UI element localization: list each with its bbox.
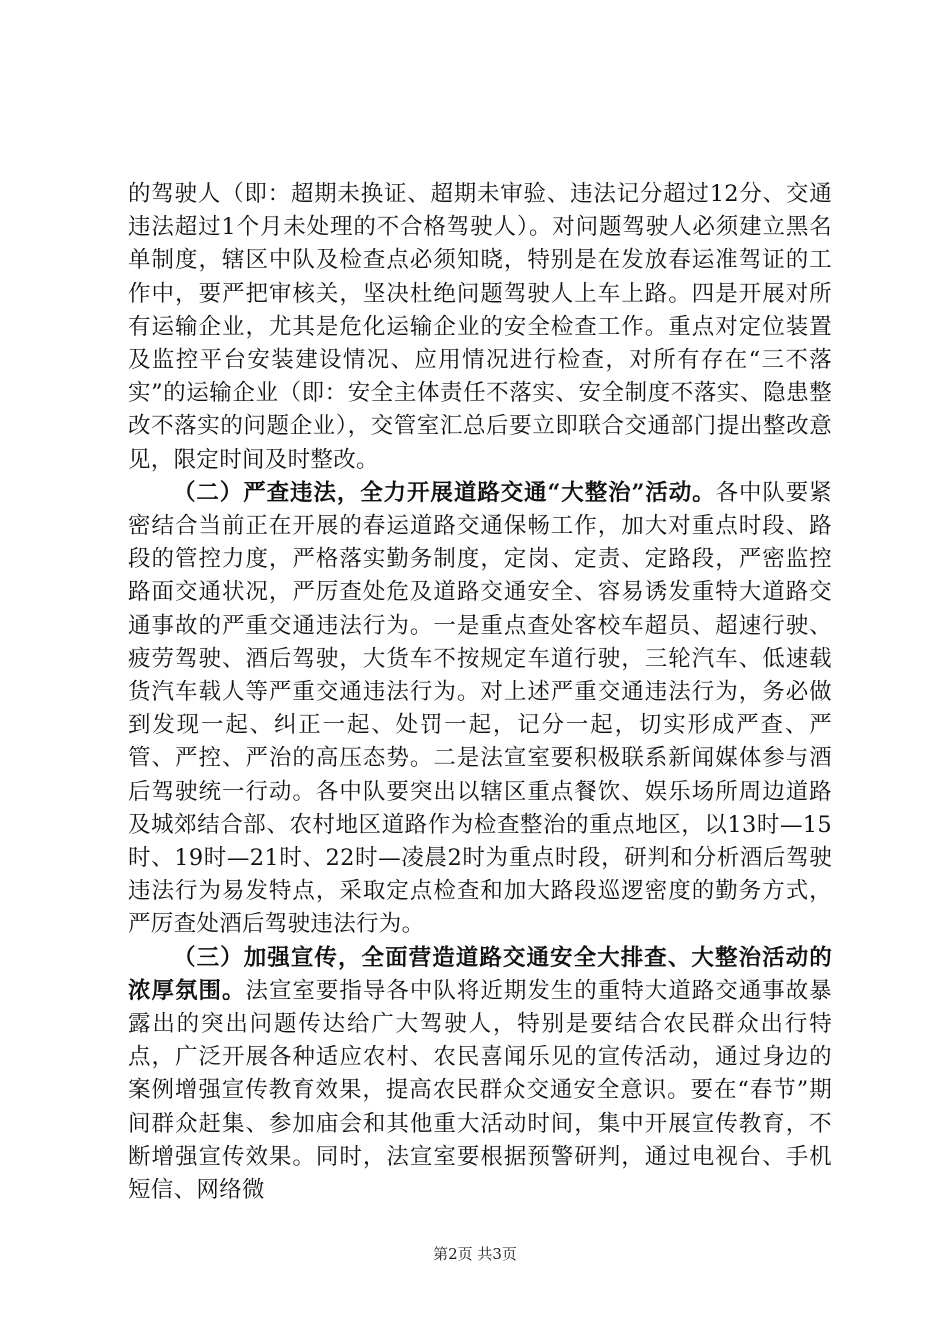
page-footer: 第2页 共3页 (433, 1245, 517, 1263)
paragraph-text: 的驾驶人（即：超期未换证、超期未审验、违法记分超过12分、交通违法超过1个月未处理的不合格驾驶人）。对问题驾驶人必须建立黑名单制度，辖区中队及检查点必须知晓，特别是在发放春运准驾证的工作中，要严把审核关，坚决杜绝问题驾驶人上车上路。四是开展对所有运输企业，尤其是危化运输企业的安全检查工作。重点对定位装置及监控平台安装建设情况、应用情况进行检查，对所有存在“三不落实”的运输企业（即：安全主体责任不落实、安全制度不落实、隐患整改不落实的问题企业），交管室汇总后要立即联合交通部门提出整改意见，限定时间及时整改。 (128, 181, 832, 473)
section-heading: （三）加强宣传，全面营造道路交通安全大排查、大整治活动的浓厚氛围。 (128, 944, 832, 1004)
paragraph-continuation (128, 178, 832, 477)
paragraph-section-3 (128, 942, 832, 1208)
paragraph-text: 各中队要紧密结合当前正在开展的春运道路交通保畅工作，加大对重点时段、路段的管控力度，严格落实勤务制度，定岗、定责、定路段，严密监控路面交通状况，严厉查处危及道路交通安全、容易诱发重特大道路交通事故的严重交通违法行为。一是重点查处客校车超员、超速行驶、疲劳驾驶、酒后驾驶，大货车不按规定车道行驶，三轮汽车、低速载货汽车载人等严重交通违法行为。对上述严重交通违法行为，务必做到发现一起、纠正一起、处罚一起，记分一起，切实形成严查、严管、严控、严治的高压态势。二是法宣室要积极联系新闻媒体参与酒后驾驶统一行动。各中队要突出以辖区重点餐饮、娱乐场所周边道路及城郊结合部、农村地区道路作为检查整治的重点地区，以13时—15时、19时—21时、22时—凌晨2时为重点时段，研判和分析酒后驾驶违法行为易发特点，采取定点检查和加大路段巡逻密度的勤务方式，严厉查处酒后驾驶违法行为。 (128, 479, 832, 938)
paragraph-section-2 (128, 477, 832, 942)
document-body (128, 178, 832, 1207)
paragraph-text: 法宣室要指导各中队将近期发生的重特大道路交通事故暴露出的突出问题传达给广大驾驶人，特别是要结合农民群众出行特点，广泛开展各种适应农村、农民喜闻乐见的宣传活动，通过身边的案例增强宣传教育效果，提高农民群众交通安全意识。要在“春节”期间群众赶集、参加庙会和其他重大活动时间，集中开展宣传教育，不断增强宣传效果。同时，法宣室要根据预警研判，通过电视台、手机短信、网络微 (128, 977, 832, 1204)
section-heading: （二）严查违法，全力开展道路交通“大整治”活动。 (173, 479, 716, 506)
